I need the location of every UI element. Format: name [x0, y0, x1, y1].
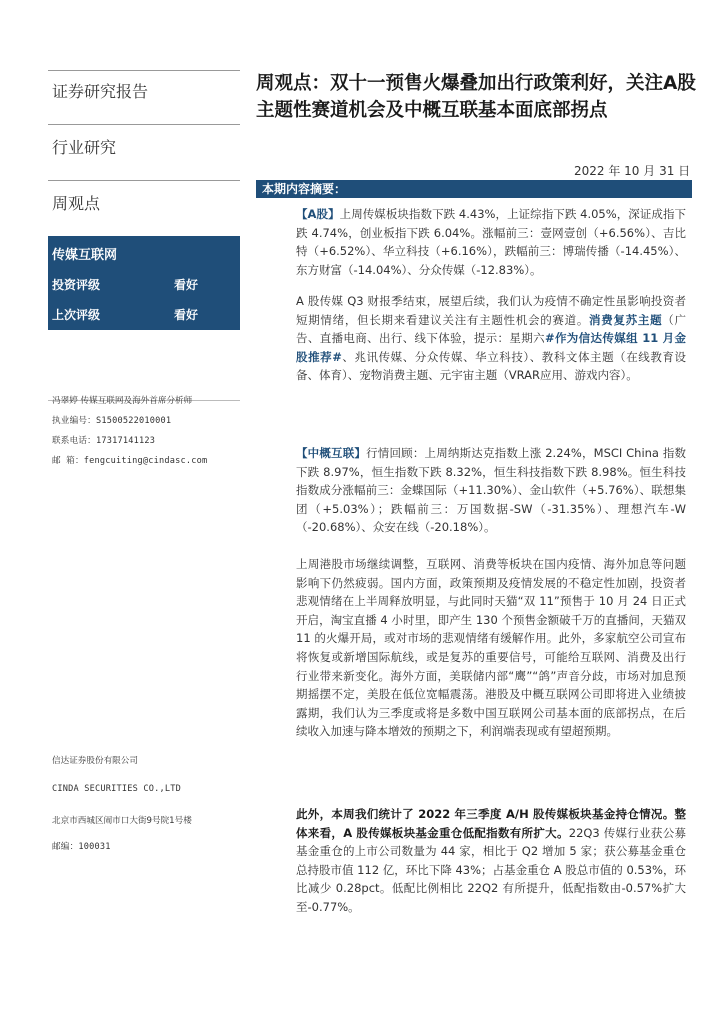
analyst-phone: 联系电话：17317141123 — [52, 436, 156, 446]
industry-name: 传媒互联网 — [52, 248, 118, 263]
themes-text-b: （广告、直播电商、出行、线下体验，提示：星期六 — [296, 312, 687, 346]
themes-text-a: A 股传媒 Q3 财报季结束，展望后续，我们认为疫情不确定性虽影响投资者短期情绪，但长期来看建议关注有主题性机会的赛道。 — [296, 294, 686, 327]
china-internet-text: 行情回顾：上周纳斯达克指数上涨 2.24%，MSCI China 指数下跌 8.97%，恒生指数下跌 8.32%，恒生科技指数下跌 8.98%。恒生科技指数成分涨幅前三：金蝶国际（+11.30%）、金山软件（+5.76%）、联想集团（+5.03%）；跌幅前三：万国数据-SW（-31.35%）、理想汽车-W（-20.68%）、众安在线（-20.18%）。 — [296, 446, 687, 535]
paragraph-a-share — [296, 205, 686, 279]
analyst-email[interactable]: 邮 箱：fengcuiting@cindasc.com — [52, 456, 208, 466]
company-cn: 信达证券股份有限公司 — [52, 756, 138, 766]
research-type-cell — [48, 124, 240, 181]
report-kind-cell — [48, 180, 240, 238]
consumer-recovery-theme: 消费复苏主题 — [589, 312, 663, 327]
fund-holdings-text: 22Q3 传媒行业获公募基金重仓的上市公司数量为 44 家，相比于 Q2 增加 5 家；获公募基金重仓总持股市值 112 亿，环比下降 43%；占基金重仓 A 股总市值的 0.53%，环比减少 0.28pct。低配比例相比 22Q2 有所提升，低配指数由-0.57%扩大至-0.77%。 — [296, 825, 686, 914]
prev-rating-label: 上次评级 — [52, 308, 101, 322]
company-address: 北京市西城区闹市口大街9号院1号楼 — [52, 816, 192, 826]
report-date: 2022 年 10 月 31 日 — [574, 164, 691, 178]
paragraph-hk-market: 上周港股市场继续调整，互联网、消费等板块在国内疫情、海外加息等问题影响下仍然疲弱。国内方面，政策预期及疫情发展的不稳定性加剧，投资者悲观情绪在上半周释放明显，与此同时天猫“双 11”预售于 10 月 24 日正式开启，淘宝直播 4 小时里，即产生 130 个预售金额破千万的直播间，天猫双 11 的火爆开局，或对市场的悲观情绪有缓解作用。此外，多家航空公司宣布将恢复或新增国际航线，或是复苏的重要信号，可能给互联网、消费及出行行业带来新变化。海外方面，美联储内部“鹰”“鸽”声音分歧，市场对加息预期摇摆不定，美股在低位宽幅震荡。港股及中概互联网公司即将进入业绩披露期，我们认为三季度或将是多数中国互联网公司基本面的底部拐点，在后续收入加速与降本增效的预期之下，利润端表现或有望超预期。 — [296, 557, 686, 739]
paragraph-themes — [296, 292, 686, 385]
company-en: CINDA SECURITIES CO.,LTD — [52, 784, 181, 794]
report-title: 周观点：双十一预售火爆叠加出行政策利好，关注A股主题性赛道机会及中概互联基本面底部拐点 — [256, 73, 696, 121]
fund-holdings-highlight: 此外，本周我们统计了 2022 年三季度 A/H 股传媒板块基金持仓情况。整体来看，A 股传媒板块基金重仓低配指数有所扩大。 — [296, 807, 686, 840]
summary-header: 本期内容摘要： — [256, 180, 692, 198]
paragraph-china-internet — [296, 444, 686, 537]
sidebar-spacer — [48, 330, 240, 401]
tag-china-internet: 【中概互联】 — [296, 446, 367, 460]
report-type: 证券研究报告 — [52, 82, 149, 101]
report-type-cell — [48, 70, 240, 125]
sidebar — [48, 70, 240, 950]
tag-a-share: 【A股】 — [296, 207, 340, 221]
analyst-license: 执业编号：S1500522010001 — [52, 416, 172, 426]
themes-text-c: 、兆讯传媒、分众传媒、华立科技）、教科文体主题（在线教育设备、体育）、宠物消费主题、元宇宙主题（VRAR应用、游戏内容）。 — [296, 349, 687, 383]
prev-rating-value: 看好 — [174, 308, 199, 322]
report-kind: 周观点 — [52, 194, 101, 213]
rating-box — [48, 236, 240, 330]
rating-label: 投资评级 — [52, 278, 101, 292]
analyst-name: 冯翠婷 传媒互联网及海外首席分析师 — [52, 396, 193, 406]
company-postcode: 邮编：100031 — [52, 842, 111, 852]
research-type: 行业研究 — [52, 138, 117, 157]
paragraph-fund-holdings — [296, 805, 686, 917]
a-share-text: 上周传媒板块指数下跌 4.43%，上证综指下跌 4.05%，深证成指下跌 4.74%，创业板指下跌 6.04%。涨幅前三：壹网壹创（+6.56%）、吉比特（+6.52%）、华立科技（+6.16%），跌幅前三：博瑞传播（-14.45%）、东方财富（-14.04%）、分众传媒（-12.83%）。 — [296, 207, 687, 277]
golden-stock-highlight: #作为信达传媒组 11 月金股推荐# — [296, 331, 686, 364]
rating-value: 看好 — [174, 278, 199, 292]
